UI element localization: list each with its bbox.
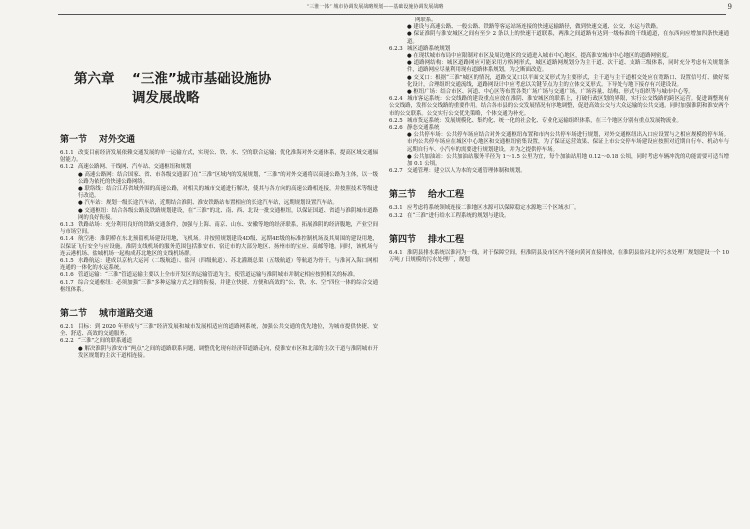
clause-number: 6.1.6 [60, 272, 74, 279]
paragraph [389, 31, 729, 45]
clause-number: 6.2.4 [389, 96, 403, 103]
paragraph-text: 水路航运：建成以京杭大运河（二级航道）、盐河（四级航道）、苏北灌溉总渠（五级航道）等航道为骨干，与淮河入海口网相连通的一体化的水运系统。 [60, 258, 378, 272]
paragraph [389, 96, 729, 118]
paragraph [60, 272, 378, 279]
section-1-body [60, 150, 378, 294]
paragraph-text: 高速公路网、干线网、汽车站、交通枢纽和规划 [78, 164, 192, 171]
paragraph-text: ● 公共停车场：公共停车场应结合对外交通枢纽布置和市内公共停车场进行规划，对外交通枢纽出入口应设置与之相应规模的停车场。市内公共停车场应在城区中心地区和交通枢纽密集设置，为了保证运营效果、保证上市公交停车场建设应按照对近期自行车、机动车与远期自行车、小汽车的需要进行规划建设，并为之提供停车场。 [407, 132, 729, 153]
paragraph [389, 46, 729, 53]
page-header [0, 0, 750, 15]
paragraph-text: 综合交通枢纽：必须加强“三淮”多种运输方式之间的衔接，并建立快捷、方便和高效的“公、铁、水、空”四位一体的综合交通枢纽体系。 [60, 279, 378, 293]
paragraph-text: 管道运输：“三淮”管道运输主要以上全市开发区的运输管道为主，使管道运输与淮阴城市并制定相应按照相关的标准。 [78, 272, 359, 279]
paragraph-text: ● 交叉口：根据“三淮”城区的情况，道路交叉口以平面交叉形式为主要形式，主干道与主干道相交处应在宽路口、设置信号灯、做好渠化设计，合理组织交通流线，道路网设计中应考虑以关键节点为主的立体交叉形式。下导处与地下接存有兴建设设。 [407, 74, 729, 88]
paragraph-text: 网联系。 [415, 17, 437, 23]
clause-number: 6.4.1 [389, 249, 403, 256]
section-heading-1 [60, 134, 378, 146]
paragraph-text: 交通管理：建立以人为本的交通管理体制和规划。 [407, 168, 526, 175]
paragraph [389, 75, 729, 89]
paragraph-text: 应考虑将系统领域连接二淮地区水源可以保障稳定水源地三个区域水厂。 [407, 205, 580, 212]
clause-number: 6.1.5 [60, 258, 74, 265]
paragraph-text: 静态交通系统 [407, 125, 440, 132]
paragraph-text: ● 保证淮阴与淮安城区之间有至少 2 条以上的快速干道联系，两淮之间道路有达到一级标准的干线通道，在东西向应增加四条快速通道。 [407, 31, 729, 45]
clause-number: 6.2.2 [60, 338, 74, 345]
paragraph [389, 132, 729, 154]
right-column [389, 17, 729, 523]
paragraph-text: ● 公共加油站：公共加油站服务半径为 1～1.5 公里为宜，每个加油站用地 0.12～0.18 公顷，同时考虑车辆冲洗的功能需要可适当增加 0.1 公顷。 [407, 153, 729, 168]
paragraph-text: “三淮”之间的联系通道 [78, 338, 133, 345]
paragraph [389, 213, 729, 220]
clause-number: 6.3.2 [389, 212, 403, 219]
paragraph [389, 118, 729, 125]
paragraph [60, 164, 378, 171]
section-number: 第三节 [389, 190, 417, 201]
running-title: “三淮一体” 城市协调发展战略规划——基础设施协调发展战略 [306, 4, 444, 10]
paragraph [60, 186, 378, 200]
header-rule [58, 14, 726, 15]
clause-number: 6.3.1 [389, 205, 403, 212]
paragraph-text: 目标：到 2020 年形成与“三淮”经济发展和城市发展相适应的道路网系统，加强公共交通的优先地位，为城市提供快捷、安全、舒适、高效的交通服务。 [60, 324, 378, 338]
paragraph-text: 城市客运系统：公交线路的建设重点应放在淮阴、淮安城区的联系上，打破行政区划的界限，实行公交线路的跨区运营。促进调整现有公交线路，发挥公交线路的重要作用。结合各市县的公交发展情况有序地调整，促进高效公交与大众运输的公共交通。同时加强淮阴和淮安两个市的公交联系。公交实行公交优先策略，个体交通为补充。 [389, 96, 729, 117]
clause-number: 6.1.1 [60, 150, 74, 156]
paragraph-text: ● 高速公路网：结合国家、省、市各级交通部门在“三淮”区域内的发展规划，“三淮”的对外交通将以高速公路为主体，以一级公路为依托的快速公路网络。 [78, 171, 378, 185]
section-title: 排水工程 [428, 234, 465, 245]
page-number: 9 [727, 3, 732, 11]
paragraph [60, 208, 378, 222]
paragraph-text: ● 在现状城市布局中应限制对市区及周边地区的交通进入城市中心地区，提高淮安城市中心地区的道路网密度。 [407, 53, 673, 60]
paragraph [389, 154, 729, 168]
paragraph [60, 200, 378, 207]
paragraph [389, 250, 729, 264]
paragraph [389, 168, 729, 175]
paragraph-text: 在“三淮”进行给水工程系统的规划与建设。 [407, 212, 510, 219]
paragraph [60, 338, 378, 345]
paragraph-text: ● 建设与高速公路、一般公路、铁路等客运站场连接的快速运输路径，做到快速交通、公交、水运与铁路。 [407, 24, 662, 31]
paragraph [60, 150, 378, 164]
section-3-body [389, 205, 729, 219]
section-4-body [389, 250, 729, 264]
clause-number: 6.2.5 [389, 117, 403, 124]
paragraph-text: 淮阴县排水系统以淮河为一线，对于保障空间，但淮阴县及市区内不能向黄河直接排放，在淮阴县盐河北岸污水处理厂规划建设一个 10 万吨 / 日规模的污水处理厂，规划 [389, 249, 729, 264]
paragraph-text: ● 解决淮阴与淮安市“两点”之间的道路联系问题，调整优化现有经济带道路走向，使淮安市区和北部的主次干道与淮阴城市开发区规划的主次干道相连接。 [78, 345, 378, 359]
paragraph [60, 324, 378, 338]
chapter-title: “三淮”城市基础设施协调发展战略 [132, 71, 272, 106]
section-2-body [60, 324, 378, 360]
paragraph-text: 城市货运系统：发展规模化、集约化、统一化的社会化、专业化运输组织体系，在三个地区分别有重点发展物流业。 [407, 117, 682, 124]
section-2-continued [389, 17, 729, 175]
section-number: 第一节 [60, 135, 88, 145]
clause-number: 6.1.2 [60, 164, 74, 171]
paragraph [60, 236, 378, 258]
paragraph [60, 258, 378, 272]
clause-number: 6.1.3 [60, 222, 74, 229]
section-heading-2 [60, 308, 378, 320]
section-title: 给水工程 [428, 190, 465, 201]
paragraph-text: ● 联络线：结合江苏省域外围的高速公路，对相关的城市交通进行解决，使其与各方向的高速公路相连接，并按照技术等级进行改造。 [78, 186, 378, 200]
paragraph-text: ● 枢纽广场：结合市区、河道、中心区等布置各类广场广场与交通广场，广场容量、结构、形式与组织等与城市中心等。 [407, 89, 694, 96]
section-title: 对外交通 [99, 135, 136, 145]
clause-number: 6.2.7 [389, 168, 403, 175]
clause-number: 6.2.1 [60, 324, 74, 331]
paragraph-text: 改变目前经济发展依赖交通发展的单一运输方式，实现公、铁、水、空的联合运输；优化淮海对外交通体系，提高区域交通辐射能力。 [60, 150, 378, 164]
clause-number: 6.1.7 [60, 279, 74, 286]
chapter-number: 第六章 [74, 71, 115, 87]
paragraph [60, 222, 378, 236]
paragraph-text: ● 道路网结构：城区道路网应可能采用方格网形式，城区道路网规划分为主干道、次干道、支路三级体系，同时充分考虑有关规划条件，道路网应尽量利用现有道路体系规划，为之断面改造。 [407, 60, 729, 74]
paragraph-text: ● 汽车站：规划一级长途汽车站，近期结合淮阴、淮安铁路站布置相应的长途汽车站，远期规划设置汽车站。 [78, 200, 338, 207]
section-title: 城市道路交通 [99, 309, 154, 320]
clause-number: 6.2.3 [389, 45, 403, 52]
paragraph [60, 346, 378, 360]
paragraph [60, 172, 378, 186]
paragraph [60, 280, 378, 294]
left-column [60, 17, 378, 523]
clause-number: 6.2.6 [389, 125, 403, 132]
paragraph [389, 205, 729, 212]
paragraph-text: 铁路站场：充分利用良好的铁路交通条件，加强与上海、南京、山东、安徽等地的经济联系，拓展淮阴的经济腹地，产业空间与市场空间。 [60, 222, 378, 236]
chapter-heading [74, 70, 378, 108]
paragraph [389, 60, 729, 74]
clause-number: 6.1.4 [60, 236, 74, 243]
paragraph-text: 城区道路系统规划 [407, 45, 451, 52]
section-heading-3 [389, 189, 729, 201]
section-number: 第四节 [389, 234, 417, 245]
paragraph-text: ● 交通枢纽：结合各级公路及铁路规划建设，在“三淮”的北、南、西、北设一批交通枢纽，以保证国道、省道与淮阴城市道路网的良好衔接。 [78, 207, 378, 221]
section-number: 第二节 [60, 309, 88, 320]
paragraph-text: 航空港：淮阴桥在东北预留机场建设用地，飞机场。并按照规划建设4D级、远期4E级的标准控制机场及其周围的建设用地，以保证飞行安全与应设施。淮阴支线机场的服务范围包括淮安市、宿迁市的大部分地区、扬州市的宝应、高邮等地。同时，该机场与连云港机场、盐城机场一起构成苏北地区的支线机场群。 [60, 236, 378, 257]
section-heading-4 [389, 234, 729, 246]
